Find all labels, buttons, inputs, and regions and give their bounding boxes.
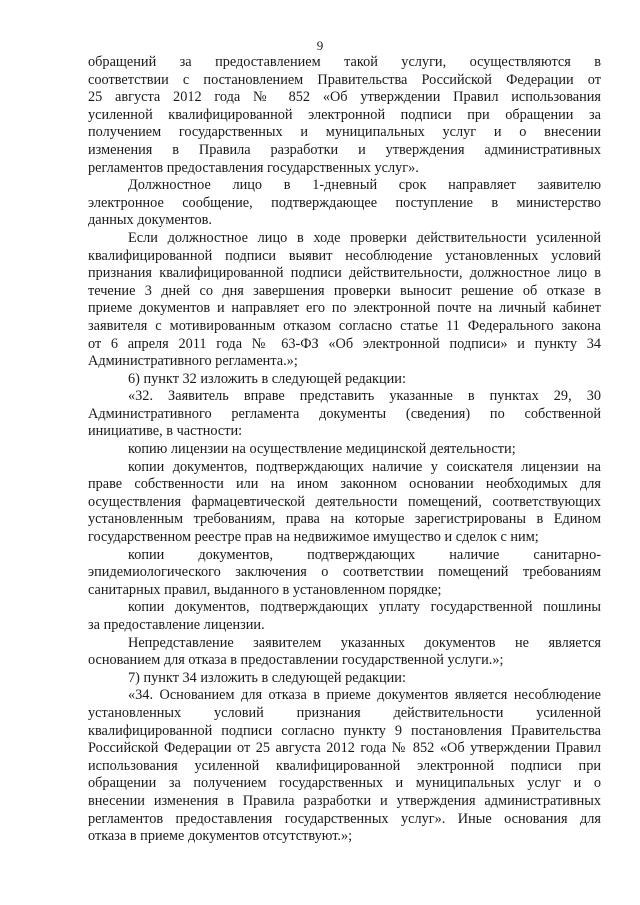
text-line: отказа в приеме документов отсутствуют.»; — [88, 828, 353, 845]
paragraph-p4 — [88, 371, 601, 389]
text-line: «32. Заявитель вправе представить указанные в пунктах 29, 30 — [128, 388, 601, 405]
text-line: от 6 апреля 2011 года № 63-ФЗ «Об электронной подписи» и пункту 34 — [88, 335, 601, 352]
text-line: Административного регламента документы (сведения) по собственной — [88, 405, 601, 422]
text-line: регламентов предоставления государственных услуг». Иные основания для — [88, 810, 601, 827]
text-line: изменения в Правила разработки и утверждения административных — [88, 141, 601, 158]
text-line: «34. Основанием для отказа в приеме документов является несоблюдение — [128, 687, 601, 704]
text-line: данных документов. — [88, 212, 212, 229]
document-body — [88, 54, 601, 846]
text-line: электронное сообщение, подтверждающее поступление в министерство — [88, 194, 601, 211]
paragraph-p8 — [88, 547, 601, 600]
text-line: основанием для отказа в предоставлении государственной услуги.»; — [88, 652, 504, 669]
text-line: 6) пункт 32 изложить в следующей редакции: — [128, 370, 406, 387]
text-line: квалифицированной подписи согласно пункту 9 постановления Правительства — [88, 722, 601, 739]
text-line: получением государственных и муниципальных услуг и о внесении — [88, 124, 601, 141]
paragraph-p2 — [88, 177, 601, 230]
paragraph-p6 — [88, 441, 601, 459]
text-line: инициативе, в частности: — [88, 423, 243, 440]
text-line: Российской Федерации от 25 августа 2012 года № 852 «Об утверждении Правил — [88, 740, 601, 757]
text-line: течение 3 дней со дня завершения проверки выносит решение об отказе в — [88, 282, 601, 299]
text-line: копии документов, подтверждающих наличие у соискателя лицензии на — [128, 458, 601, 475]
paragraph-p10 — [88, 635, 601, 670]
text-line: обращении за получением государственных и муниципальных услуг и о — [88, 775, 601, 792]
paragraph-p12 — [88, 687, 601, 845]
text-line: Должностное лицо в 1-дневный срок направляет заявителю — [128, 177, 601, 194]
text-line: 7) пункт 34 изложить в следующей редакции: — [128, 669, 406, 686]
text-line: соответствии с постановлением Правительства Российской Федерации от — [88, 71, 601, 88]
text-line: государственном реестре прав на недвижимое имущество и сделок с ним; — [88, 529, 539, 546]
page-number: 9 — [316, 38, 324, 53]
text-line: копии документов, подтверждающих уплату государственной пошлины — [128, 599, 601, 616]
text-line: за предоставление лицензии. — [88, 617, 265, 633]
text-line: установленных условий признания действительности усиленной — [88, 704, 601, 721]
text-line: квалифицированной подписи выявит несоблюдение установленных условий — [88, 247, 601, 264]
text-line: установленным требованиям, права на которые зарегистрированы в Едином — [88, 511, 601, 528]
text-line: праве собственности или на ином законном основании необходимых для — [88, 476, 601, 493]
text-line: использования усиленной квалифицированной электронной подписи при — [88, 757, 601, 774]
text-line: Административного регламента.»; — [88, 353, 298, 370]
paragraph-p3 — [88, 230, 601, 371]
text-line: внесении изменения в Правила разработки и утверждения административных — [88, 792, 601, 809]
text-line: приеме документов и направляет его по электронной почте на личный кабинет — [88, 300, 601, 317]
text-line: 25 августа 2012 года № 852 «Об утверждении Правил использования — [88, 89, 601, 106]
text-line: регламентов предоставления государственных услуг». — [88, 159, 419, 176]
paragraph-p5 — [88, 388, 601, 441]
text-line: Если должностное лицо в ходе проверки действительности усиленной — [128, 229, 601, 246]
paragraph-p7 — [88, 459, 601, 547]
text-line: Непредставление заявителем указанных документов не является — [128, 634, 601, 651]
text-line: заявителя с мотивированным отказом согласно статье 11 Федерального закона — [88, 317, 601, 334]
paragraph-p1 — [88, 54, 601, 177]
text-line: обращений за предоставлением такой услуги, осуществляются в — [88, 54, 601, 70]
text-line: усиленной квалифицированной электронной подписи при обращении за — [88, 106, 601, 123]
text-line: санитарных правил, выданного в установленном порядке; — [88, 581, 442, 598]
text-line: признания квалифицированной подписи действительности, должностное лицо в — [88, 265, 601, 282]
text-line: копии документов, подтверждающих наличие санитарно- — [128, 546, 601, 563]
paragraph-p11 — [88, 670, 601, 688]
paragraph-p9 — [88, 599, 601, 634]
text-line: эпидемиологического заключения о соответствии помещений требованиям — [88, 564, 601, 581]
text-line: копию лицензии на осуществление медицинской деятельности; — [128, 441, 516, 458]
text-line: осуществления фармацевтической деятельности помещений, соответствующих — [88, 493, 601, 510]
